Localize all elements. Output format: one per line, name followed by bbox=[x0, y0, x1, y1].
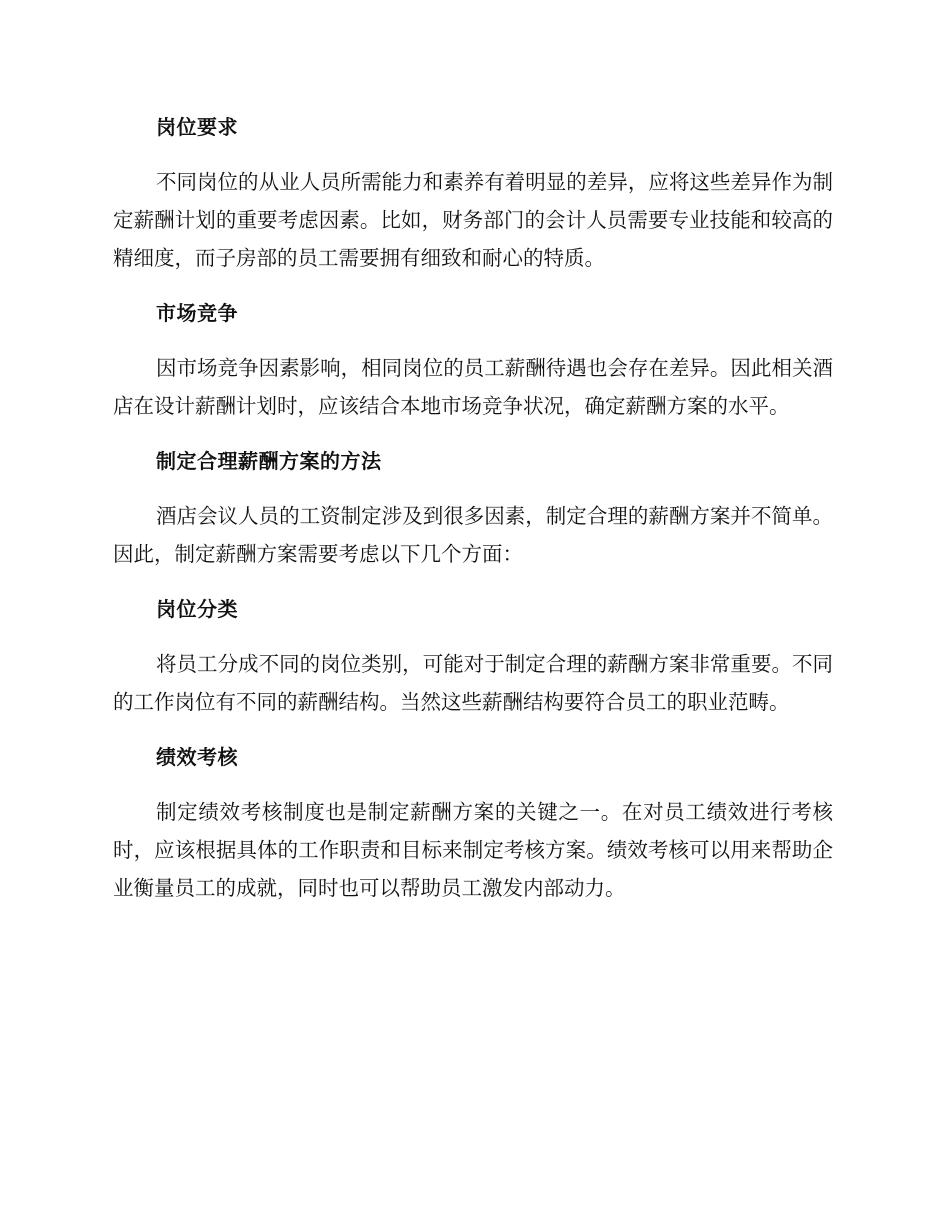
section-paragraph-job-requirements: 不同岗位的从业人员所需能力和素养有着明显的差异，应将这些差异作为制定薪酬计划的重要考虑因素。比如，财务部门的会计人员需要专业技能和较高的精细度，而子房部的员工需要拥有细致和耐心的特质。 bbox=[113, 170, 833, 270]
section-paragraph-salary-methods: 酒店会议人员的工资制定涉及到很多因素，制定合理的薪酬方案并不简单。因此，制定薪酬方案需要考虑以下几个方面： bbox=[113, 504, 833, 566]
section-paragraph-job-classification: 将员工分成不同的岗位类别，可能对于制定合理的薪酬方案非常重要。不同的工作岗位有不同的薪酬结构。当然这些薪酬结构要符合员工的职业范畴。 bbox=[113, 652, 833, 714]
spacer bbox=[113, 776, 833, 793]
spacer bbox=[113, 573, 833, 590]
section-paragraph-market-competition: 因市场竞争因素影响，相同岗位的员工薪酬待遇也会存在差异。因此相关酒店在设计薪酬计划时，应该结合本地市场竞争状况，确定薪酬方案的水平。 bbox=[113, 356, 833, 418]
spacer bbox=[113, 480, 833, 497]
spacer bbox=[113, 425, 833, 442]
section-heading-job-classification: 岗位分类 bbox=[156, 597, 238, 621]
section-heading-market-competition: 市场竞争 bbox=[156, 301, 238, 325]
section-heading-performance-review: 绩效考核 bbox=[156, 745, 238, 769]
spacer bbox=[113, 146, 833, 163]
section-heading-job-requirements: 岗位要求 bbox=[156, 115, 238, 139]
document-page bbox=[113, 108, 833, 907]
spacer bbox=[113, 721, 833, 738]
spacer bbox=[113, 332, 833, 349]
section-paragraph-performance-review: 制定绩效考核制度也是制定薪酬方案的关键之一。在对员工绩效进行考核时，应该根据具体的工作职责和目标来制定考核方案。绩效考核可以用来帮助企业衡量员工的成就，同时也可以帮助员工激发内部动力。 bbox=[113, 800, 833, 900]
spacer bbox=[113, 277, 833, 294]
spacer bbox=[113, 628, 833, 645]
section-heading-salary-methods: 制定合理薪酬方案的方法 bbox=[156, 449, 382, 473]
